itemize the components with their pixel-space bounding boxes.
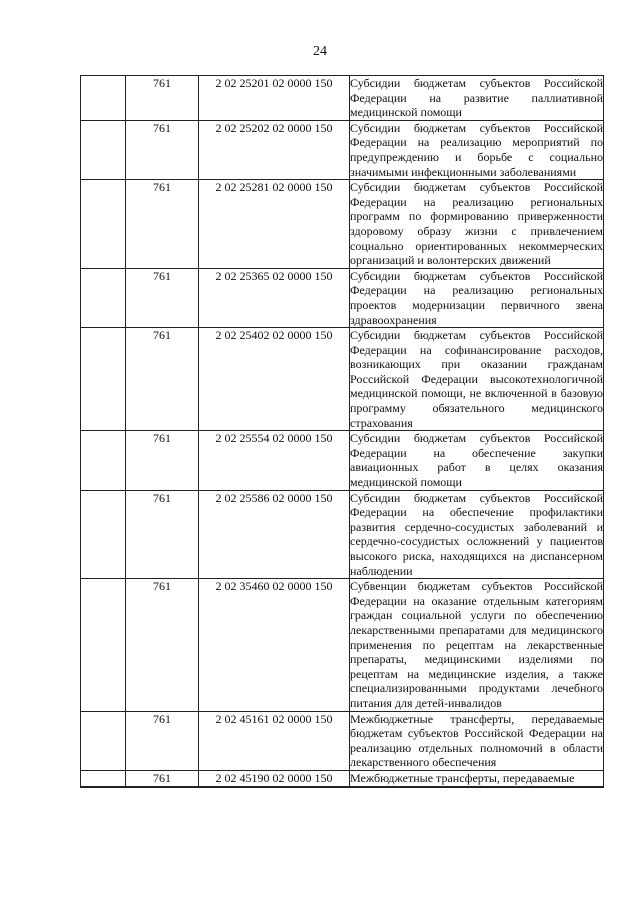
income-name-cell: Субсидии бюджетам субъектов Российской Федерации на софинансирование расходов, возникающих при оказании гражданам Российской Федерации высокотехнологичной медицинской помощи, не включенной в базовую программу обязательного медицинского страхования (350, 328, 603, 430)
income-name-cell: Субсидии бюджетам субъектов Российской Федерации на реализацию региональных программ по формированию приверженности здоровому образу жизни с привлечением социально ориентированных некоммерческих организаций и волонтерских движений (350, 180, 603, 268)
income-name-cell: Субсидии бюджетам субъектов Российской Федерации на развитие паллиативной медицинской помощи (350, 76, 603, 120)
budget-code-cell: 2 02 25402 02 0000 150 (199, 328, 350, 431)
empty-cell (81, 328, 126, 431)
table-row (81, 579, 604, 711)
budget-code-cell: 2 02 25554 02 0000 150 (199, 431, 350, 490)
admin-code-cell: 761 (126, 180, 199, 269)
admin-code-cell: 761 (126, 268, 199, 327)
table-row (81, 431, 604, 490)
budget-code-cell: 2 02 25365 02 0000 150 (199, 268, 350, 327)
budget-code-cell: 2 02 25202 02 0000 150 (199, 120, 350, 179)
budget-code-cell: 2 02 25586 02 0000 150 (199, 490, 350, 579)
budget-code-cell: 2 02 25281 02 0000 150 (199, 180, 350, 269)
budget-code-cell: 2 02 25201 02 0000 150 (199, 76, 350, 121)
admin-code-cell: 761 (126, 328, 199, 431)
admin-code-cell: 761 (126, 490, 199, 579)
table-row (81, 328, 604, 431)
budget-code-cell: 2 02 45190 02 0000 150 (199, 770, 350, 786)
admin-code-cell: 761 (126, 431, 199, 490)
empty-cell (81, 711, 126, 770)
income-name-cell: Субсидии бюджетам субъектов Российской Федерации на обеспечение закупки авиационных работ в целях оказания медицинской помощи (350, 431, 603, 490)
empty-cell (81, 120, 126, 179)
income-name-cell: Межбюджетные трансферты, передаваемые (350, 770, 604, 786)
income-name-cell: Субсидии бюджетам субъектов Российской Федерации на реализацию региональных проектов модернизации первичного звена здравоохранения (350, 268, 603, 327)
table-row (81, 490, 604, 579)
empty-cell (81, 76, 126, 121)
income-name-cell: Субсидии бюджетам субъектов Российской Федерации на реализацию мероприятий по предупреждению и борьбе с социально значимыми инфекционными заболеваниями (350, 120, 603, 179)
table-row (81, 770, 604, 786)
table-row (81, 180, 604, 269)
admin-code-cell: 761 (126, 711, 199, 770)
table-row (81, 76, 604, 121)
empty-cell (81, 579, 126, 711)
income-name-cell: Субвенции бюджетам субъектов Российской Федерации на оказание отдельным категориям граждан социальной услуги по обеспечению лекарственными препаратами для медицинского применения по рецептам на лекарственные препараты, медицинскими изделиями по рецептам на медицинские изделия, а также специализированными продуктами лечебного питания для детей-инвалидов (350, 579, 603, 710)
page-number: 24 (313, 44, 327, 59)
budget-classification-table (80, 75, 604, 788)
admin-code-cell: 761 (126, 120, 199, 179)
budget-code-cell: 2 02 45161 02 0000 150 (199, 711, 350, 770)
table-row (81, 711, 604, 770)
income-name-cell: Межбюджетные трансферты, передаваемые бюджетам субъектов Российской Федерации на реализацию отдельных полномочий в области лекарственного обеспечения (350, 711, 603, 770)
table-row (81, 120, 604, 179)
empty-cell (81, 490, 126, 579)
empty-cell (81, 770, 126, 786)
empty-cell (81, 180, 126, 269)
empty-cell (81, 268, 126, 327)
table-row (81, 268, 604, 327)
admin-code-cell: 761 (126, 76, 199, 121)
budget-code-cell: 2 02 35460 02 0000 150 (199, 579, 350, 711)
admin-code-cell: 761 (126, 770, 199, 786)
admin-code-cell: 761 (126, 579, 199, 711)
empty-cell (81, 431, 126, 490)
income-name-cell: Субсидии бюджетам субъектов Российской Федерации на обеспечение профилактики развития сердечно-сосудистых заболеваний и сердечно-сосудистых осложнений у пациентов высокого риска, находящихся на диспансерном наблюдении (350, 490, 603, 578)
